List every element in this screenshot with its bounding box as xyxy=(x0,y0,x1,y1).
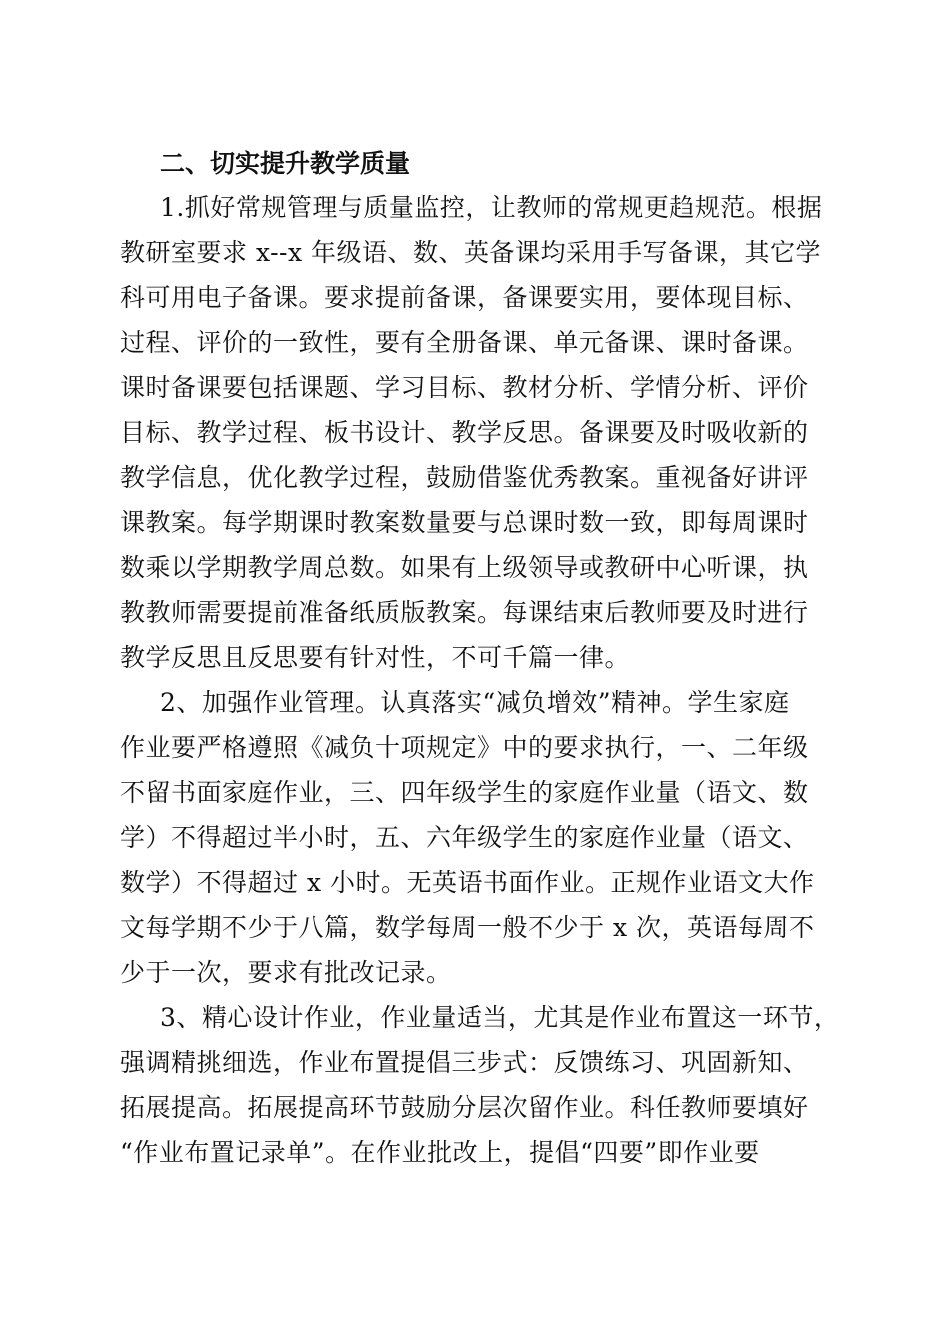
paragraph-2-line: 少于一次，要求有批改记录。 xyxy=(120,958,452,987)
paragraph-1-line: 教学反思且反思要有针对性，不可千篇一律。 xyxy=(120,643,631,672)
paragraph-2-line: 学）不得超过半小时，五、六年级学生的家庭作业量（语文、 xyxy=(120,823,809,852)
paragraph-2-line: 不留书面家庭作业，三、四年级学生的家庭作业量（语文、数 xyxy=(120,778,809,807)
paragraph-2-line: 数学）不得超过 x 小时。无英语书面作业。正规作业语文大作 xyxy=(120,868,815,897)
paragraph-3-line: “作业布置记录单”。在作业批改上，提倡“四要”即作业要 xyxy=(120,1138,760,1167)
paragraph-1-line: 课时备课要包括课题、学习目标、教材分析、学情分析、评价 xyxy=(120,373,809,402)
paragraph-1-line: 1.抓好常规管理与质量监控，让教师的常规更趋规范。根据 xyxy=(160,193,823,222)
paragraph-2-line: 作业要严格遵照《减负十项规定》中的要求执行，一、二年级 xyxy=(120,733,809,762)
paragraph-3-line: 拓展提高。拓展提高环节鼓励分层次留作业。科任教师要填好 xyxy=(120,1093,809,1122)
paragraph-1-line: 教学信息，优化教学过程，鼓励借鉴优秀教案。重视备好讲评 xyxy=(120,463,809,492)
paragraph-3-line: 强调精挑细选，作业布置提倡三步式：反馈练习、巩固新知、 xyxy=(120,1048,809,1077)
paragraph-2-line: 文每学期不少于八篇，数学每周一般不少于 x 次，英语每周不 xyxy=(120,913,815,942)
paragraph-1-line: 课教案。每学期课时教案数量要与总课时数一致，即每周课时 xyxy=(120,508,809,537)
paragraph-1-line: 过程、评价的一致性，要有全册备课、单元备课、课时备课。 xyxy=(120,328,809,357)
paragraph-2-line: 2、加强作业管理。认真落实“减负增效”精神。学生家庭 xyxy=(160,688,790,717)
paragraph-1-line: 教教师需要提前准备纸质版教案。每课结束后教师要及时进行 xyxy=(120,598,809,627)
section-heading: 二、切实提升教学质量 xyxy=(160,149,411,178)
paragraph-3-line: 3、精心设计作业，作业量适当，尤其是作业布置这一环节， xyxy=(160,1003,840,1032)
paragraph-1-line: 目标、教学过程、板书设计、教学反思。备课要及时吸收新的 xyxy=(120,418,809,447)
paragraph-1-line: 数乘以学期教学周总数。如果有上级领导或教研中心听课，执 xyxy=(120,553,809,582)
paragraph-1-line: 科可用电子备课。要求提前备课，备课要实用，要体现目标、 xyxy=(120,283,809,312)
paragraph-1-line: 教研室要求 x--x 年级语、数、英备课均采用手写备课，其它学 xyxy=(120,238,822,267)
